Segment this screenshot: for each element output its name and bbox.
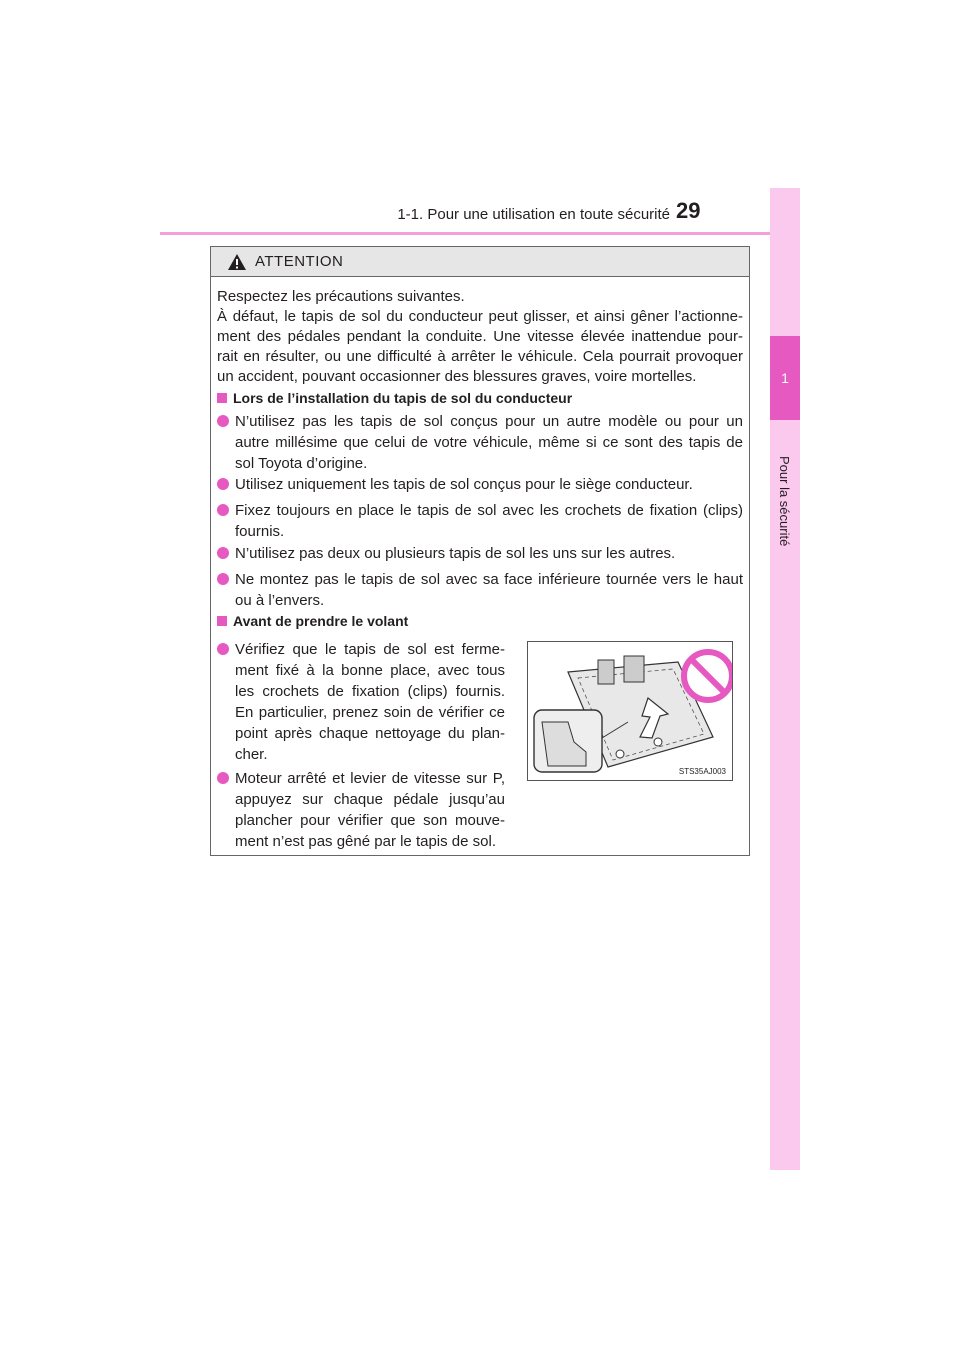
list-item: Vérifiez que le tapis de sol est ferme- ment fixé à la bonne place, avec tous les crochets de fixation (clips) fournis. En particulier, prenez soin de vérifier ce point après chaque nettoyage du plan- cher. [235,639,505,765]
intro-line: rait en résulter, ou une difficulté à arrêter le véhicule. Cela pourrait provoquer [217,348,743,365]
bullet-dot-icon [217,415,229,427]
bullet-dot-icon [217,573,229,585]
section-heading-installation: Lors de l’installation du tapis de sol du conducteur [217,390,572,406]
warning-box [210,246,750,856]
square-bullet-icon [217,616,227,626]
list-item: N’utilisez pas les tapis de sol conçus pour un autre modèle ou pour un autre millésime que celui de votre véhicule, même si ce sont des tapis de sol Toyota d’origine. [235,411,743,474]
intro-line: un accident, pouvant occasionner des blessures graves, voire mortelles. [217,368,697,385]
bullet-dot-icon [217,772,229,784]
warning-header [211,247,749,277]
warning-title: ATTENTION [255,253,344,270]
bullet-dot-icon [217,504,229,516]
side-tab-chapter[interactable]: 1 [770,336,800,420]
bullet-dot-icon [217,547,229,559]
header-rule [160,232,800,235]
warning-intro [217,287,743,387]
list-item: Utilisez uniquement les tapis de sol conçus pour le siège conducteur. [235,474,743,495]
list-item: Fixez toujours en place le tapis de sol avec les crochets de fixation (clips) fournis. [235,500,743,542]
floor-mat-illustration [527,641,733,781]
intro-line: ment des pédales pendant la conduite. Une vitesse élevée inattendue pour- [217,328,743,345]
page-number: 29 [676,198,701,223]
illustration-code: STS35AJ003 [678,767,726,776]
intro-line: Respectez les précautions suivantes. [217,288,465,305]
square-bullet-icon [217,393,227,403]
list-item: Ne montez pas le tapis de sol avec sa face inférieure tournée vers le haut ou à l’envers. [235,569,743,611]
list-item: N’utilisez pas deux ou plusieurs tapis de sol les uns sur les autres. [235,543,743,564]
section-title: 1-1. Pour une utilisation en toute sécurité [397,206,670,223]
intro-line: À défaut, le tapis de sol du conducteur peut glisser, et ainsi gêner l’actionne- [217,308,743,325]
section-heading-before-driving: Avant de prendre le volant [217,613,408,629]
bullet-dot-icon [217,643,229,655]
floor-mat-drawing [528,642,732,780]
list-item: Moteur arrêté et levier de vitesse sur P, appuyez sur chaque pédale jusqu’au plancher pour vérifier que son mouve- ment n’est pas gêné par le tapis de sol. [235,768,505,852]
warning-triangle-icon [227,253,247,271]
side-tab-label: Pour la sécurité [777,456,792,547]
bullet-dot-icon [217,478,229,490]
